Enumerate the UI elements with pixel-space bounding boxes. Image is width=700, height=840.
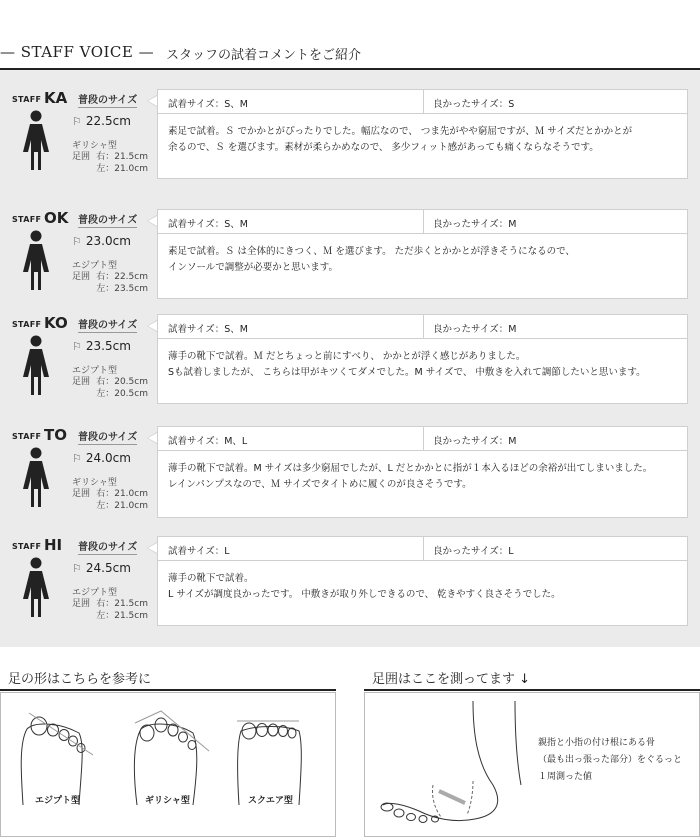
usual-size-label: 普段のサイズ	[78, 428, 137, 445]
foot-girth: 足囲 右：21.5cm 左：21.5cm	[72, 599, 148, 621]
speech-arrow	[147, 320, 157, 332]
tried-size: 試着サイズ：L	[158, 537, 424, 560]
staff-code: KA	[44, 89, 68, 107]
section-subtitle: スタッフの試着コメントをご紹介	[166, 48, 362, 63]
measure-note: 親指と小指の付け根にある骨 （最も出っ張った部分）をぐるっと １周測った値	[538, 738, 683, 782]
usual-size-label: 普段のサイズ	[78, 316, 137, 333]
good-size: 良かったサイズ：M	[433, 219, 517, 230]
person-icon	[22, 230, 50, 292]
foot-type: ギリシャ型	[72, 141, 117, 151]
foot-shapes-illustration	[1, 693, 337, 838]
foot-girth: 足囲 右：21.0cm 左：21.0cm	[72, 489, 148, 511]
usual-size-label: 普段のサイズ	[78, 538, 137, 555]
usual-size: ⚐ 24.0cm	[72, 451, 131, 465]
person-icon	[22, 335, 50, 397]
comment-card	[157, 314, 688, 404]
foot-icon: ⚐	[72, 235, 82, 248]
foot-type: ギリシャ型	[72, 478, 117, 488]
staff-code: KO	[44, 314, 68, 332]
foot-shape-title: 足の形はこちらを参考に	[8, 672, 152, 687]
foot-girth: 足囲 右：21.5cm 左：21.0cm	[72, 152, 148, 174]
speech-arrow	[147, 215, 157, 227]
person-icon	[22, 447, 50, 509]
speech-arrow	[147, 542, 157, 554]
speech-arrow	[147, 95, 157, 107]
section-title: — STAFF VOICE —	[0, 43, 155, 61]
comment-text: 素足で試着。Ｓ は全体的にきつく、Ｍ を選びます。 ただ歩くとかかとが浮きそうになるので、 インソールで調整が必要かと思います。	[168, 246, 575, 273]
tried-size: 試着サイズ：S、M	[158, 210, 424, 233]
usual-size: ⚐ 23.0cm	[72, 234, 131, 248]
staff-label: STAFF	[12, 542, 42, 551]
person-icon	[22, 110, 50, 172]
foot-type: エジプト型	[72, 261, 118, 271]
speech-arrow	[147, 432, 157, 444]
comment-card	[157, 209, 688, 299]
staff-voice-header	[0, 40, 700, 70]
comment-text: 薄手の靴下で試着。Ｍ だとちょっと前にすべり、 かかとが浮く感じがありました。 Sも試着しましたが、 こちらは甲がキツくてダメでした。M サイズで、 中敷きを入れて調節したいと思います。	[168, 351, 646, 378]
comment-card	[157, 536, 688, 626]
staff-label: STAFF	[12, 215, 42, 224]
good-size: 良かったサイズ：M	[433, 436, 517, 447]
tried-size: 試着サイズ：S、M	[158, 315, 424, 338]
foot-type-greek: ギリシャ型	[145, 796, 190, 806]
divider	[364, 689, 700, 691]
good-size: 良かったサイズ：S	[433, 99, 515, 110]
staff-label: STAFF	[12, 320, 42, 329]
foot-type: エジプト型	[72, 366, 118, 376]
usual-size-label: 普段のサイズ	[78, 211, 137, 228]
good-size: 良かったサイズ：M	[433, 324, 517, 335]
foot-type: エジプト型	[72, 588, 118, 598]
staff-label: STAFF	[12, 432, 42, 441]
foot-type-egyptian: エジプト型	[35, 796, 81, 806]
usual-size: ⚐ 24.5cm	[72, 561, 131, 575]
comment-text: 薄手の靴下で試着。M サイズは多少窮屈でしたが、L だとかかとに指が１本入るほどの余裕が出てしまいました。 レインパンプスなので、Ｍ サイズでタイトめに履くのが良さそうです。	[168, 463, 653, 490]
foot-type-square: スクエア型	[248, 796, 293, 806]
foot-icon: ⚐	[72, 452, 82, 465]
foot-girth: 足囲 右：22.5cm 左：23.5cm	[72, 272, 148, 294]
foot-icon: ⚐	[72, 340, 82, 353]
staff-code: HI	[44, 536, 63, 554]
tried-size: 試着サイズ：M、L	[158, 427, 424, 450]
comment-text: 素足で試着。Ｓ でかかとがぴったりでした。幅広なので、 つま先がやや窮屈ですが、Ｍ サイズだとかかとが 余るので、Ｓ を選びます。素材が柔らかめなので、 多少フィット感があっても痛くならなそうです。	[168, 126, 633, 153]
staff-code: TO	[44, 426, 67, 444]
usual-size: ⚐ 22.5cm	[72, 114, 131, 128]
usual-size-label: 普段のサイズ	[78, 91, 137, 108]
foot-icon: ⚐	[72, 115, 82, 128]
staff-code: OK	[44, 209, 69, 227]
comment-card	[157, 89, 688, 179]
foot-side-illustration	[365, 693, 535, 838]
comment-card	[157, 426, 688, 518]
good-size: 良かったサイズ：L	[433, 546, 514, 557]
foot-icon: ⚐	[72, 562, 82, 575]
foot-shape-box	[0, 692, 336, 837]
measure-title: 足囲はここを測ってます ↓	[372, 672, 531, 687]
foot-girth: 足囲 右：20.5cm 左：20.5cm	[72, 377, 148, 399]
divider	[0, 689, 336, 691]
comment-text: 薄手の靴下で試着。 L サイズが調度良かったです。 中敷きが取り外しできるので、 乾きやすく良さそうでした。	[168, 573, 561, 600]
usual-size: ⚐ 23.5cm	[72, 339, 131, 353]
person-icon	[22, 557, 50, 619]
tried-size: 試着サイズ：S、M	[158, 90, 424, 113]
staff-label: STAFF	[12, 95, 42, 104]
